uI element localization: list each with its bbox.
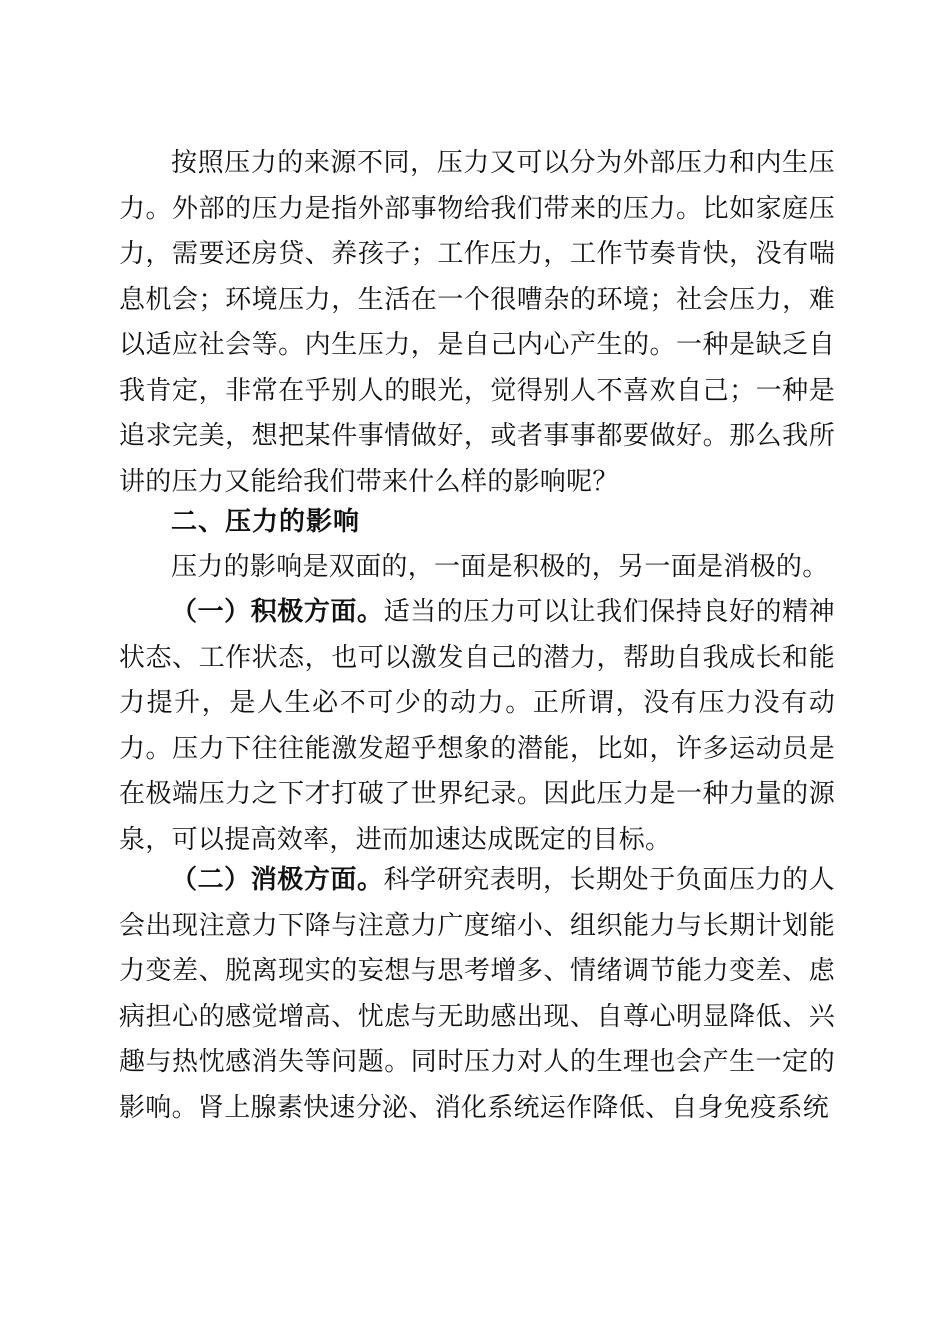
paragraph-positive-aspect	[119, 590, 835, 863]
negative-aspect-text: 科学研究表明，长期处于负面压力的人会出现注意力下降与注意力广度缩小、组织能力与长期计划能力变差、脱离现实的妄想与思考增多、情绪调节能力变差、虑病担心的感觉增高、忧虑与无助感出现、自尊心明显降低、兴趣与热忱感消失等问题。同时压力对人的生理也会产生一定的影响。肾上腺素快速分泌、消化系统运作降低、自身免疫系统	[119, 865, 835, 1123]
positive-aspect-text: 适当的压力可以让我们保持良好的精神状态、工作状态，也可以激发自己的潜力，帮助自我成长和能力提升，是人生必不可少的动力。正所谓，没有压力没有动力。压力下往往能激发超乎想象的潜能，比如，许多运动员是在极端压力之下才打破了世界纪录。因此压力是一种力量的源泉，可以提高效率，进而加速达成既定的目标。	[119, 597, 835, 855]
paragraph-pressure-sources: 按照压力的来源不同，压力又可以分为外部压力和内生压力。外部的压力是指外部事物给我们带来的压力。比如家庭压力，需要还房贷、养孩子；工作压力，工作节奏肯快，没有喘息机会；环境压力，生活在一个很嘈杂的环境；社会压力，难以适应社会等。内生压力，是自己内心产生的。一种是缺乏自我肯定，非常在乎别人的眼光，觉得别人不喜欢自己；一种是追求完美，想把某件事情做好，或者事事都要做好。那么我所讲的压力又能给我们带来什么样的影响呢？	[119, 148, 835, 497]
subheading-negative: （二）消极方面。	[171, 865, 384, 895]
paragraph-negative-aspect	[119, 858, 835, 1131]
section-heading-pressure-impact: 二、压力的影响	[171, 507, 361, 537]
subheading-positive: （一）积极方面。	[171, 597, 384, 627]
paragraph-impact-intro: 压力的影响是双面的，一面是积极的，另一面是消极的。	[171, 552, 829, 582]
